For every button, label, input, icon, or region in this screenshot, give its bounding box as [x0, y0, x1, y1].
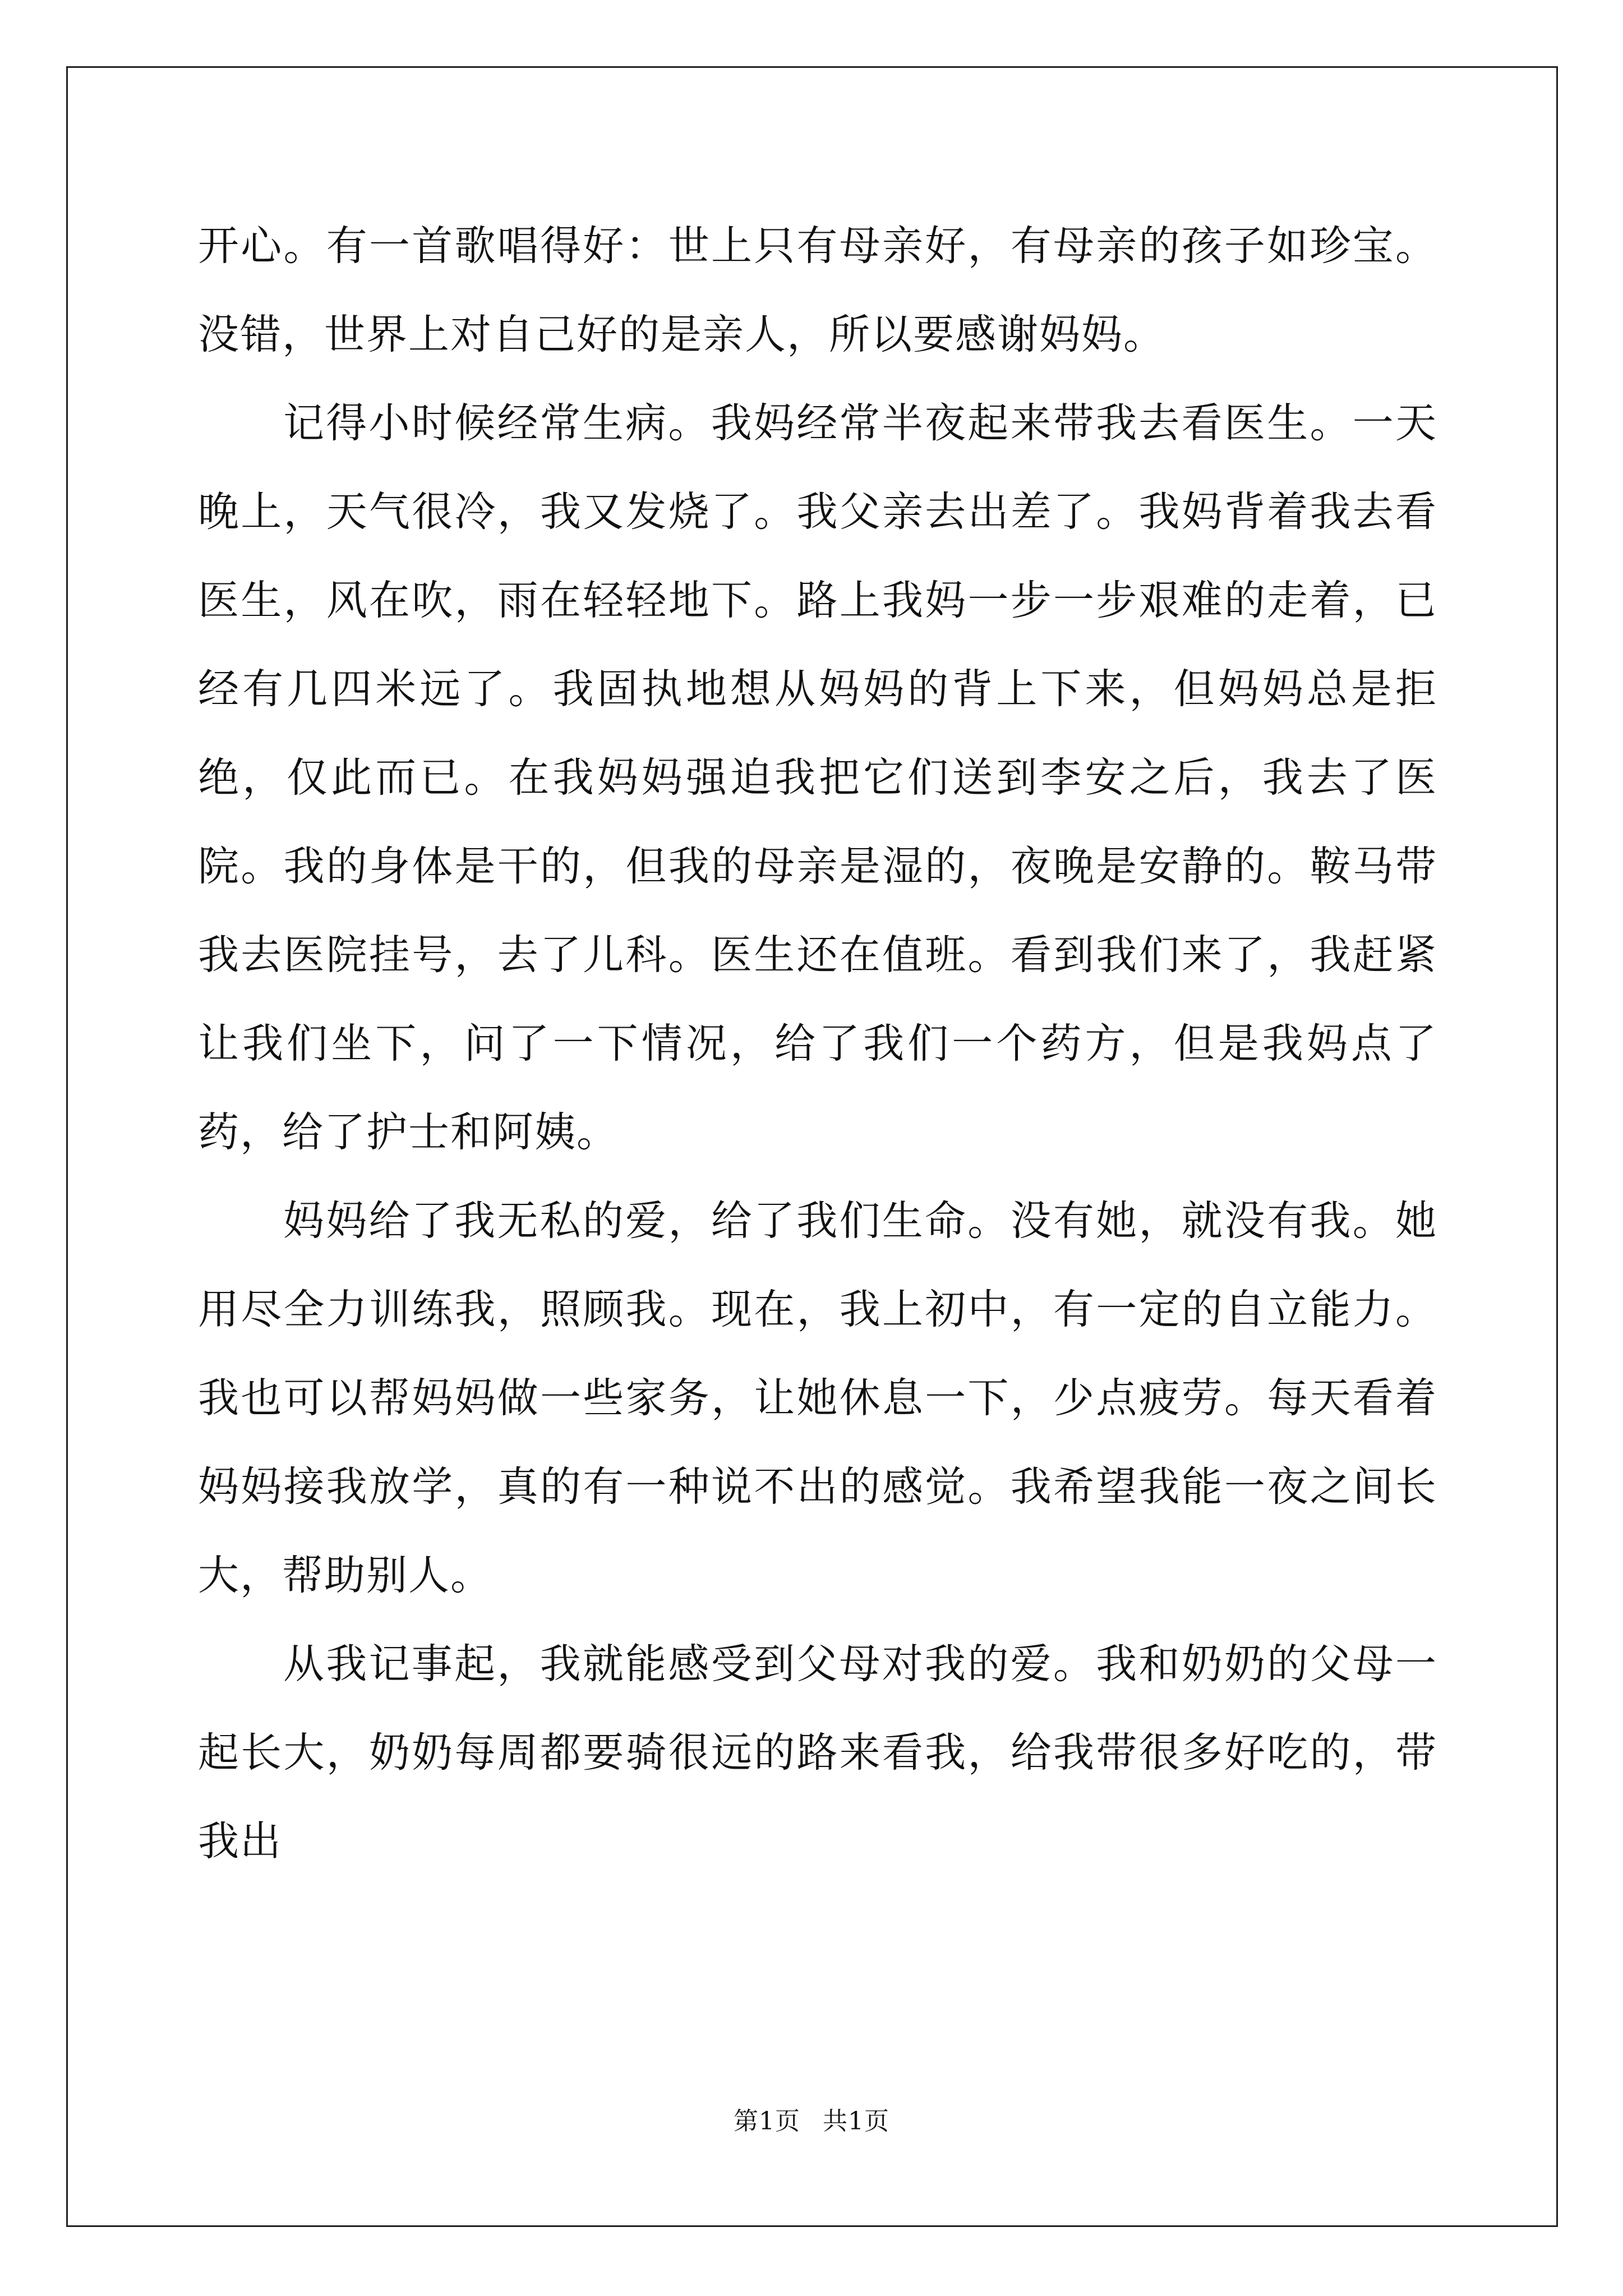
page-footer: [0, 2101, 1623, 2137]
page-total: 共1页: [823, 2107, 889, 2136]
paragraph-4: 从我记事起，我就能感受到父母对我的爱。我和奶奶的父母一起长大，奶奶每周都要骑很远的路来看我，给我带很多好吃的，带我出: [198, 1640, 1437, 1865]
document-body: [198, 202, 1437, 1886]
paragraph-3: 妈妈给了我无私的爱，给了我们生命。没有她，就没有我。她用尽全力训练我，照顾我。现在，我上初中，有一定的自立能力。我也可以帮妈妈做一些家务，让她休息一下，少点疲劳。每天看着妈妈接我放学，真的有一种说不出的感觉。我希望我能一夜之间长大，帮助别人。: [198, 1197, 1437, 1599]
page-number: 第1页: [734, 2107, 800, 2136]
paragraph-2: 记得小时候经常生病。我妈经常半夜起来带我去看医生。一天晚上，天气很冷，我又发烧了。我父亲去出差了。我妈背着我去看医生，风在吹，雨在轻轻地下。路上我妈一步一步艰难的走着，已经有几四米远了。我固执地想从妈妈的背上下来，但妈妈总是拒绝，仅此而已。在我妈妈强迫我把它们送到李安之后，我去了医院。我的身体是干的，但我的母亲是湿的，夜晚是安静的。鞍马带我去医院挂号，去了儿科。医生还在值班。看到我们来了，我赶紧让我们坐下，问了一下情况，给了我们一个药方，但是我妈点了药，给了护士和阿姨。: [198, 399, 1437, 1156]
paragraph-1: 开心。有一首歌唱得好：世上只有母亲好，有母亲的孩子如珍宝。没错，世界上对自己好的是亲人，所以要感谢妈妈。: [198, 222, 1437, 358]
